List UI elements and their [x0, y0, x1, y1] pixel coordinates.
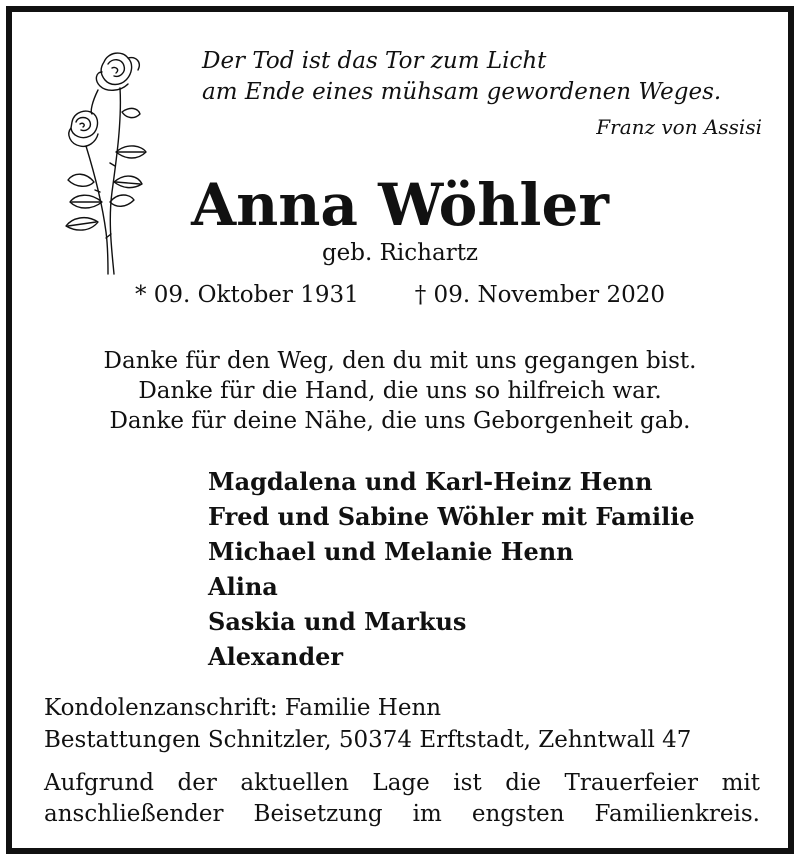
mourners-list [208, 464, 695, 674]
maiden-name: geb. Richartz [321, 240, 479, 266]
thanks-line: Danke für deine Nähe, die uns Geborgenheit gab. [109, 408, 691, 434]
quote-author: Franz von Assisi [596, 115, 762, 139]
quote-block [202, 46, 762, 143]
mourner-entry: Alina [208, 572, 278, 601]
life-dates [12, 280, 788, 310]
notice-line: Aufgrund der aktuellen Lage ist die Trauerfeier mit [44, 770, 760, 796]
mourner-entry: Alexander [208, 642, 344, 671]
funeral-notice [44, 768, 760, 830]
mourner-entry: Fred und Sabine Wöhler mit Familie [208, 502, 695, 531]
thanks-verse [12, 346, 788, 436]
notice-line: anschließender Beisetzung im engsten Familienkreis. [44, 801, 760, 827]
condolence-address [44, 692, 764, 756]
quote-line: am Ende eines mühsam gewordenen Weges. [202, 79, 722, 105]
thanks-line: Danke für die Hand, die uns so hilfreich war. [138, 378, 662, 404]
quote-line: Der Tod ist das Tor zum Licht [202, 48, 547, 74]
mourner-entry: Saskia und Markus [208, 607, 467, 636]
obituary-notice [6, 6, 794, 854]
address-line: Kondolenzanschrift: Familie Henn [44, 695, 442, 721]
mourner-entry: Michael und Melanie Henn [208, 537, 574, 566]
mourner-entry: Magdalena und Karl-Heinz Henn [208, 467, 653, 496]
birth-date: * 09. Oktober 1931 [134, 282, 359, 308]
deceased-name: Anna Wöhler [191, 171, 609, 239]
address-line: Bestattungen Schnitzler, 50374 Erftstadt, Zehntwall 47 [44, 727, 692, 753]
thanks-line: Danke für den Weg, den du mit uns gegangen bist. [103, 348, 697, 374]
death-date: † 09. November 2020 [414, 282, 666, 308]
